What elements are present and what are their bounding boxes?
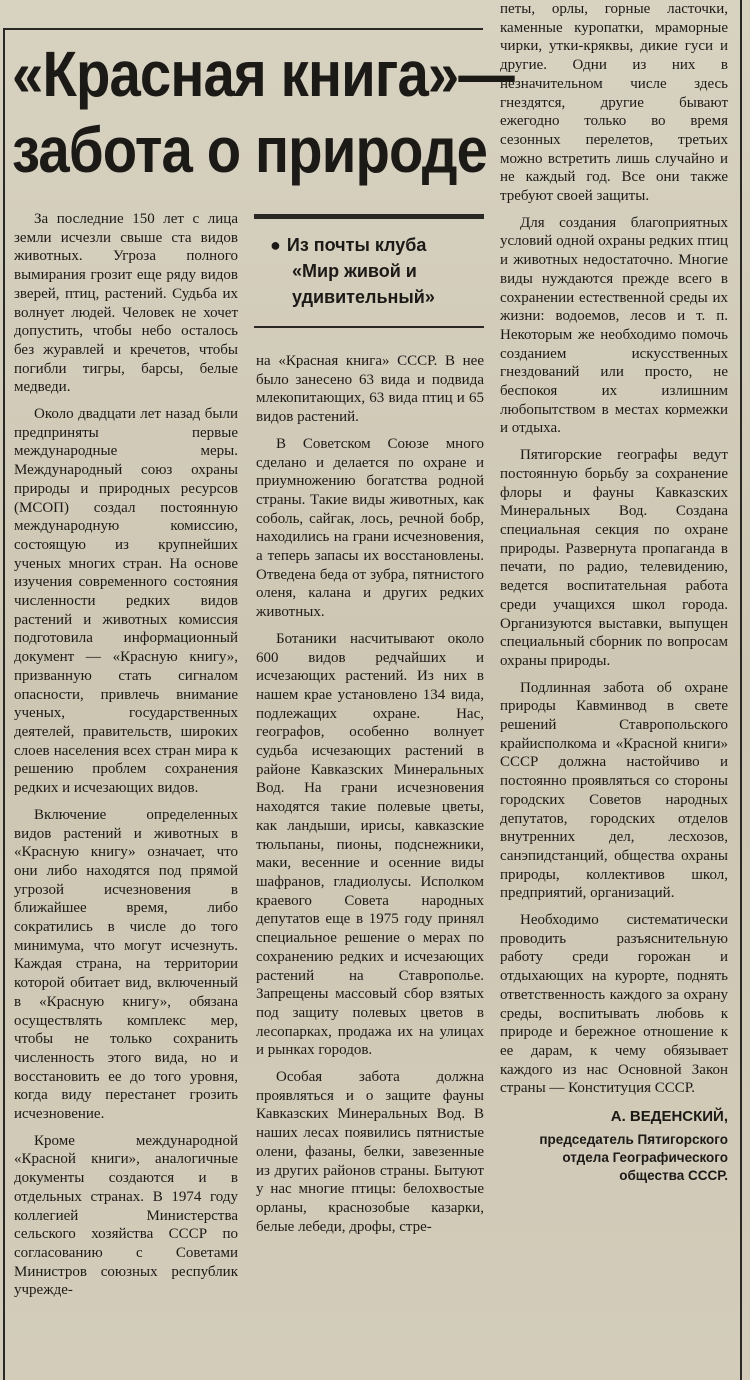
- rubric-top-rule: [254, 214, 484, 219]
- paragraph: на «Красная книга» СССР. В нее было занесено 63 вида и подвида млекопитающих, 63 вида птиц и 65 видов растений.: [256, 353, 484, 426]
- paragraph: Включение определенных видов растений и животных в «Красную книгу» означает, что они либо находятся под прямой угрозой исчезновения в ближайшее время, либо сократились в числе до того минимума, что могут исчезнуть. Каждая страна, на территории которой обитает вид, включенный в «Красную книгу», обязана осуществлять комплекс мер, чтобы не только сохранить численность этого вида, но и восстановить ее до того уровня, когда виду перестанет грозить исчезновение.: [14, 806, 238, 1123]
- paragraph: В Советском Союзе много сделано и делается по охране и приумножению богатства родной страны. Такие виды животных, как соболь, сайгак, лось, речной бобр, находились на грани исчезновения, а теперь запасы их восстановлены. Отведена беда от зубра, пятнистого оленя, калана и других редких животных.: [256, 435, 484, 621]
- rubric-line-3: удивительный»: [292, 287, 435, 307]
- paragraph: Необходимо систематически проводить разъяснительную работу среди горожан и отдыхающих на курорте, поднять ответственность каждого за охрану среды, воспитывать любовь к природе и бережное отношение к ее дарам, к чему обязывает каждого из нас Основной Закон страны — Конституция СССР.: [500, 912, 728, 1097]
- right-border-line: [740, 0, 742, 1380]
- paragraph: Подлинная забота об охране природы Кавминвод в свете решений Ставропольского крайисполкома и «Красной книги» СССР должна настойчиво и постоянно проявляться со стороны городских Советов народных депутатов, городских отделов внутренних дел, лесхозов, санэпидстанций, общества охраны природы, коллективов школ, предприятий, организаций.: [500, 679, 728, 902]
- rubric-line-2: «Мир живой и: [292, 261, 417, 281]
- author-signature: А. ВЕДЕНСКИЙ,: [610, 1108, 728, 1126]
- paragraph: Ботаники насчитывают около 600 видов редчайших и исчезающих растений. Из них в нашем крае установлено 134 вида, подлежащих охране. Нас, географов, особенно волнует судьба исчезающих растений в районе Кавказских Минеральных Вод. На грани исчезновения находятся такие полевые цветы, как ландыши, ирисы, кавказские тюльпаны, пионы, подснежники, маки, весенние и осенние виды шафранов, гладиолусы. Исполком краевого Совета народных депутатов еще в 1975 году принял специальное решение о мерах по сохранению редких и исчезающих растений на Ставрополье. Запрещены массовый сбор взятых под защиту полевых цветов в лесопарках, продажа их на улицах и рынках городов.: [256, 630, 484, 1059]
- rubric-bottom-rule: [254, 326, 484, 328]
- column-1: [14, 210, 238, 1380]
- paragraph: Пятигорские географы ведут постоянную борьбу за сохранение флоры и фауны Кавказских Минеральных Вод. Создана специальная секция по охране природы. Развернута пропаганда в печати, по радио, телевидению, ведется воспитательная работа среди учащихся школ города. Организуются выставки, выпущен специальный сборник по вопросам охраны природы.: [500, 447, 728, 669]
- headline-line-2: забота о природе: [12, 114, 488, 186]
- paragraph: Около двадцати лет назад были предприняты первые международные меры. Международный союз охраны природы и природных ресурсов (МСОП) создал постоянную международную комиссию, состоящую из крупнейших ученых многих стран. На основе изучения современного состояния численности редких видов растений и животных комиссия подготовила информационный документ — «Красную книгу», призванную стать сигналом опасности, привлечь внимание ученых, государственных деятелей, правительств, широких слоев населения всех стран мира к решению проблем сохранения редких и исчезающих видов.: [14, 406, 238, 797]
- headline-line-1: «Красная книга»—: [12, 38, 514, 110]
- rubric-box: [270, 232, 490, 310]
- column-3: [500, 0, 728, 1380]
- paragraph: Особая забота должна проявляться и о защите фауны Кавказских Минеральных Вод. В наших лесах появились пятнистые олени, фазаны, белки, завезенные из других районов страны. Бытуют у нас многие птицы: белохвостые орланы, краснозобые казарки, белые лебеди, дрофы, стре-: [256, 1069, 484, 1235]
- rubric-line-1: ● Из почты клуба: [270, 232, 490, 258]
- paragraph: петы, орлы, горные ласточки, каменные куропатки, мраморные чирки, утки-кряквы, дикие гуси и другие. Одни из них в незначительном числе здесь гнездятся, другие бывают ежегодно только во время сезонных перелетов, третьих можно встретить лишь случайно и не каждый год. Все они также требуют своей защиты.: [500, 1, 728, 205]
- paragraph: Для создания благоприятных условий одной охраны редких птиц и животных недостаточно. Многие виды нуждаются прежде всего в сохранении естественной среды их жизни: водоемов, лесов и т. п. Некоторым же необходимо помочь созданием искусственных гнездований или просто, не беспокоя их излишним любопытством в местах кормежки и отдыха.: [500, 214, 728, 437]
- left-border-line: [3, 28, 5, 1380]
- paragraph: За последние 150 лет с лица земли исчезли свыше ста видов животных. Угроза полного вымирания грозит еще ряду видов зверей, птиц, растений. Судьба их волнует людей. Человек не хочет допустить, чтобы небо осталось без журавлей и кречетов, чтобы погибли тигры, барсы, белые медведи.: [14, 211, 238, 396]
- paragraph: Кроме международной «Красной книги», аналогичные документы создаются и в отдельных странах. В 1974 году коллегией Министерства сельского хозяйства СССР по согласованию с Советами Министров союзных республик учрежде-: [14, 1132, 238, 1299]
- top-border-line: [3, 28, 483, 30]
- article-headline: [12, 36, 514, 188]
- author-title: председатель Пятигорского отдела Географического общества СССР.: [539, 1131, 728, 1183]
- column-2: [256, 352, 484, 1380]
